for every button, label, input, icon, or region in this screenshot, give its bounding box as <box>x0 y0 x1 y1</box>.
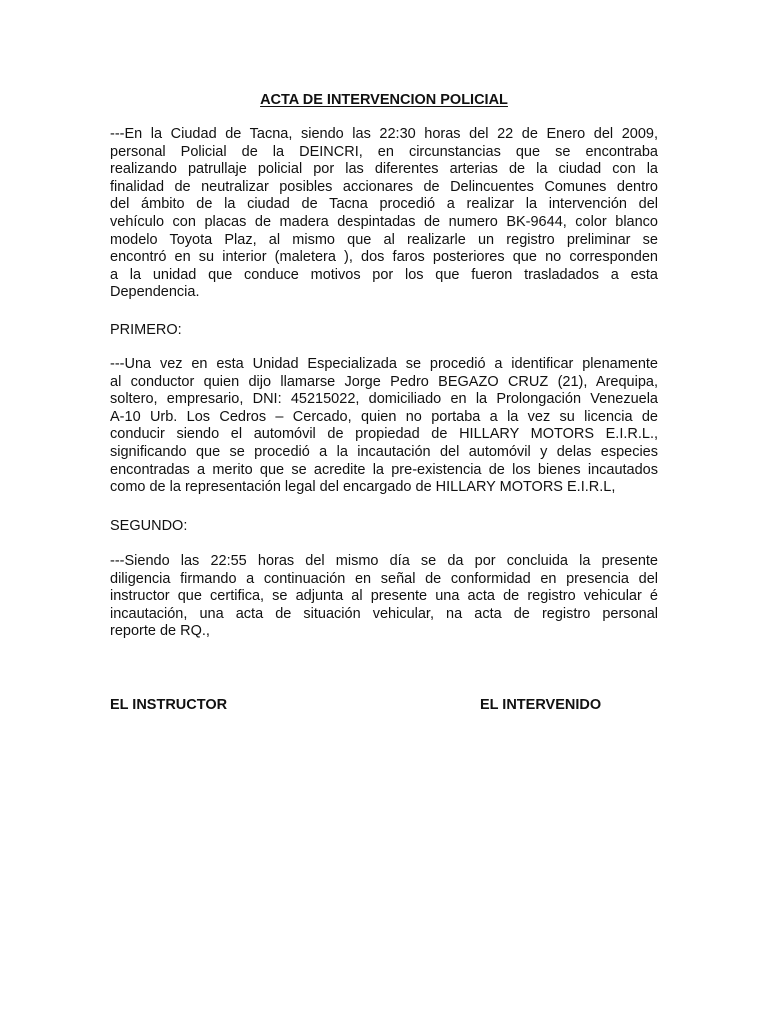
paragraph-line: realizando patrullaje policial por las diferentes arterias de la ciudad con la <box>110 161 658 178</box>
paragraph-line: ---En la Ciudad de Tacna, siendo las 22:30 horas del 22 de Enero del 2009, <box>110 126 658 142</box>
section-heading-primero: PRIMERO: <box>110 322 182 338</box>
paragraph-line: instructor que certifica, se adjunta al presente una acta de registro vehicular é <box>110 588 658 605</box>
document-title: ACTA DE INTERVENCION POLICIAL <box>260 92 508 108</box>
signature-instructor: EL INSTRUCTOR <box>110 697 228 713</box>
segundo-paragraph <box>110 553 658 641</box>
paragraph-line: al conductor quien dijo llamarse Jorge Pedro BEGAZO CRUZ (21), Arequipa, <box>110 373 658 390</box>
paragraph-line: significando que se procedió a la incautación del automóvil y delas especies <box>110 443 658 460</box>
paragraph-line: Dependencia. <box>110 284 200 301</box>
paragraph-line: a la unidad que conduce motivos por los que fueron trasladados a esta <box>110 266 658 283</box>
paragraph-line: conducir siendo el automóvil de propiedad de HILLARY MOTORS E.I.R.L., <box>110 426 658 443</box>
primero-paragraph <box>110 356 658 497</box>
section-heading-segundo: SEGUNDO: <box>110 518 188 534</box>
paragraph-line: personal Policial de la DEINCRI, en circunstancias que se encontraba <box>110 143 658 160</box>
paragraph-line: del ámbito de la ciudad de Tacna procedió a realizar la intervención del <box>110 196 658 213</box>
paragraph-line: como de la representación legal del encargado de HILLARY MOTORS E.I.R.L, <box>110 479 616 496</box>
paragraph-line: incautación, una acta de situación vehicular, na acta de registro personal <box>110 605 658 622</box>
intro-paragraph <box>110 126 658 302</box>
paragraph-line: reporte de RQ., <box>110 623 210 640</box>
paragraph-line: modelo Toyota Plaz, al mismo que al realizarle un registro preliminar se <box>110 231 658 248</box>
paragraph-line: ---Una vez en esta Unidad Especializada se procedió a identificar plenamente <box>110 356 658 372</box>
paragraph-line: finalidad de neutralizar posibles accionares de Delincuentes Comunes dentro <box>110 178 658 195</box>
signature-intervenido: EL INTERVENIDO <box>480 697 602 713</box>
paragraph-line: encontradas a merito que se acredite la pre-existencia de los bienes incautados <box>110 461 658 478</box>
paragraph-line: A-10 Urb. Los Cedros – Cercado, quien no portaba a la vez su licencia de <box>110 408 658 425</box>
paragraph-line: vehículo con placas de madera despintadas de numero BK-9644, color blanco <box>110 213 658 230</box>
paragraph-line: ---Siendo las 22:55 horas del mismo día se da por concluida la presente <box>110 553 658 569</box>
paragraph-line: diligencia firmando a continuación en señal de conformidad en presencia del <box>110 570 658 587</box>
paragraph-line: soltero, empresario, DNI: 45215022, domiciliado en la Prolongación Venezuela <box>110 391 658 408</box>
paragraph-line: encontró en su interior (maletera ), dos faros posteriores que no corresponden <box>110 249 658 266</box>
